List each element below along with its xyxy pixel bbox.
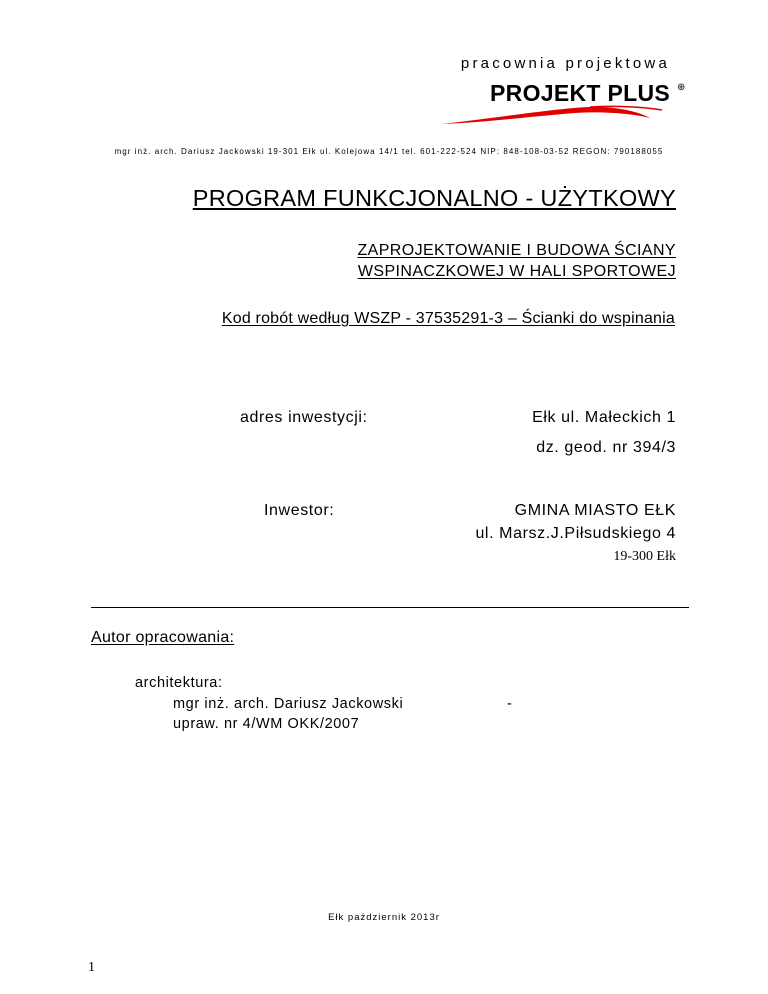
logo-name: PROJEKT PLUS [490, 80, 670, 106]
registered-mark-icon: ⊕ [677, 82, 686, 93]
author-discipline: architektura: [135, 675, 223, 691]
investor-street: ul. Marsz.J.Piłsudskiego 4 [475, 525, 676, 542]
document-title: PROGRAM FUNKCJONALNO - UŻYTKOWY [192, 185, 676, 211]
investor-label: Inwestor: [264, 502, 335, 519]
investment-plot: dz. geod. nr 394/3 [536, 439, 676, 456]
author-signature: - [507, 696, 513, 712]
investment-address-label: adres inwestycji: [240, 409, 368, 426]
section-divider [91, 607, 689, 608]
logo-tagline: pracownia projektowa [460, 55, 670, 72]
work-code-line: Kod robót według WSZP - 37535291-3 – Ścianki do wspinania [221, 310, 675, 327]
subtitle-line-2: WSPINACZKOWEJ W HALI SPORTOWEJ [357, 263, 676, 280]
investor-city: 19-300 Ełk [613, 549, 676, 564]
contact-line: mgr inż. arch. Dariusz Jackowski 19-301 Ełk ul. Kolejowa 14/1 tel. 601-222-524 NIP: 848-108-03-52 REGON: 790188055 [114, 147, 664, 156]
author-license: upraw. nr 4/WM OKK/2007 [173, 716, 360, 732]
subtitle-line-1: ZAPROJEKTOWANIE I BUDOWA ŚCIANY [357, 242, 676, 259]
place-date: Ełk październik 2013r [328, 912, 440, 923]
author-heading: Autor opracowania: [91, 629, 235, 646]
author-person: mgr inż. arch. Dariusz Jackowski [173, 696, 404, 712]
investment-address: Ełk ul. Małeckich 1 [532, 409, 676, 426]
document-subtitle [357, 240, 676, 282]
investor-name: GMINA MIASTO EŁK [514, 502, 676, 519]
logo-swoosh-icon [440, 104, 665, 128]
page-number: 1 [88, 960, 95, 975]
